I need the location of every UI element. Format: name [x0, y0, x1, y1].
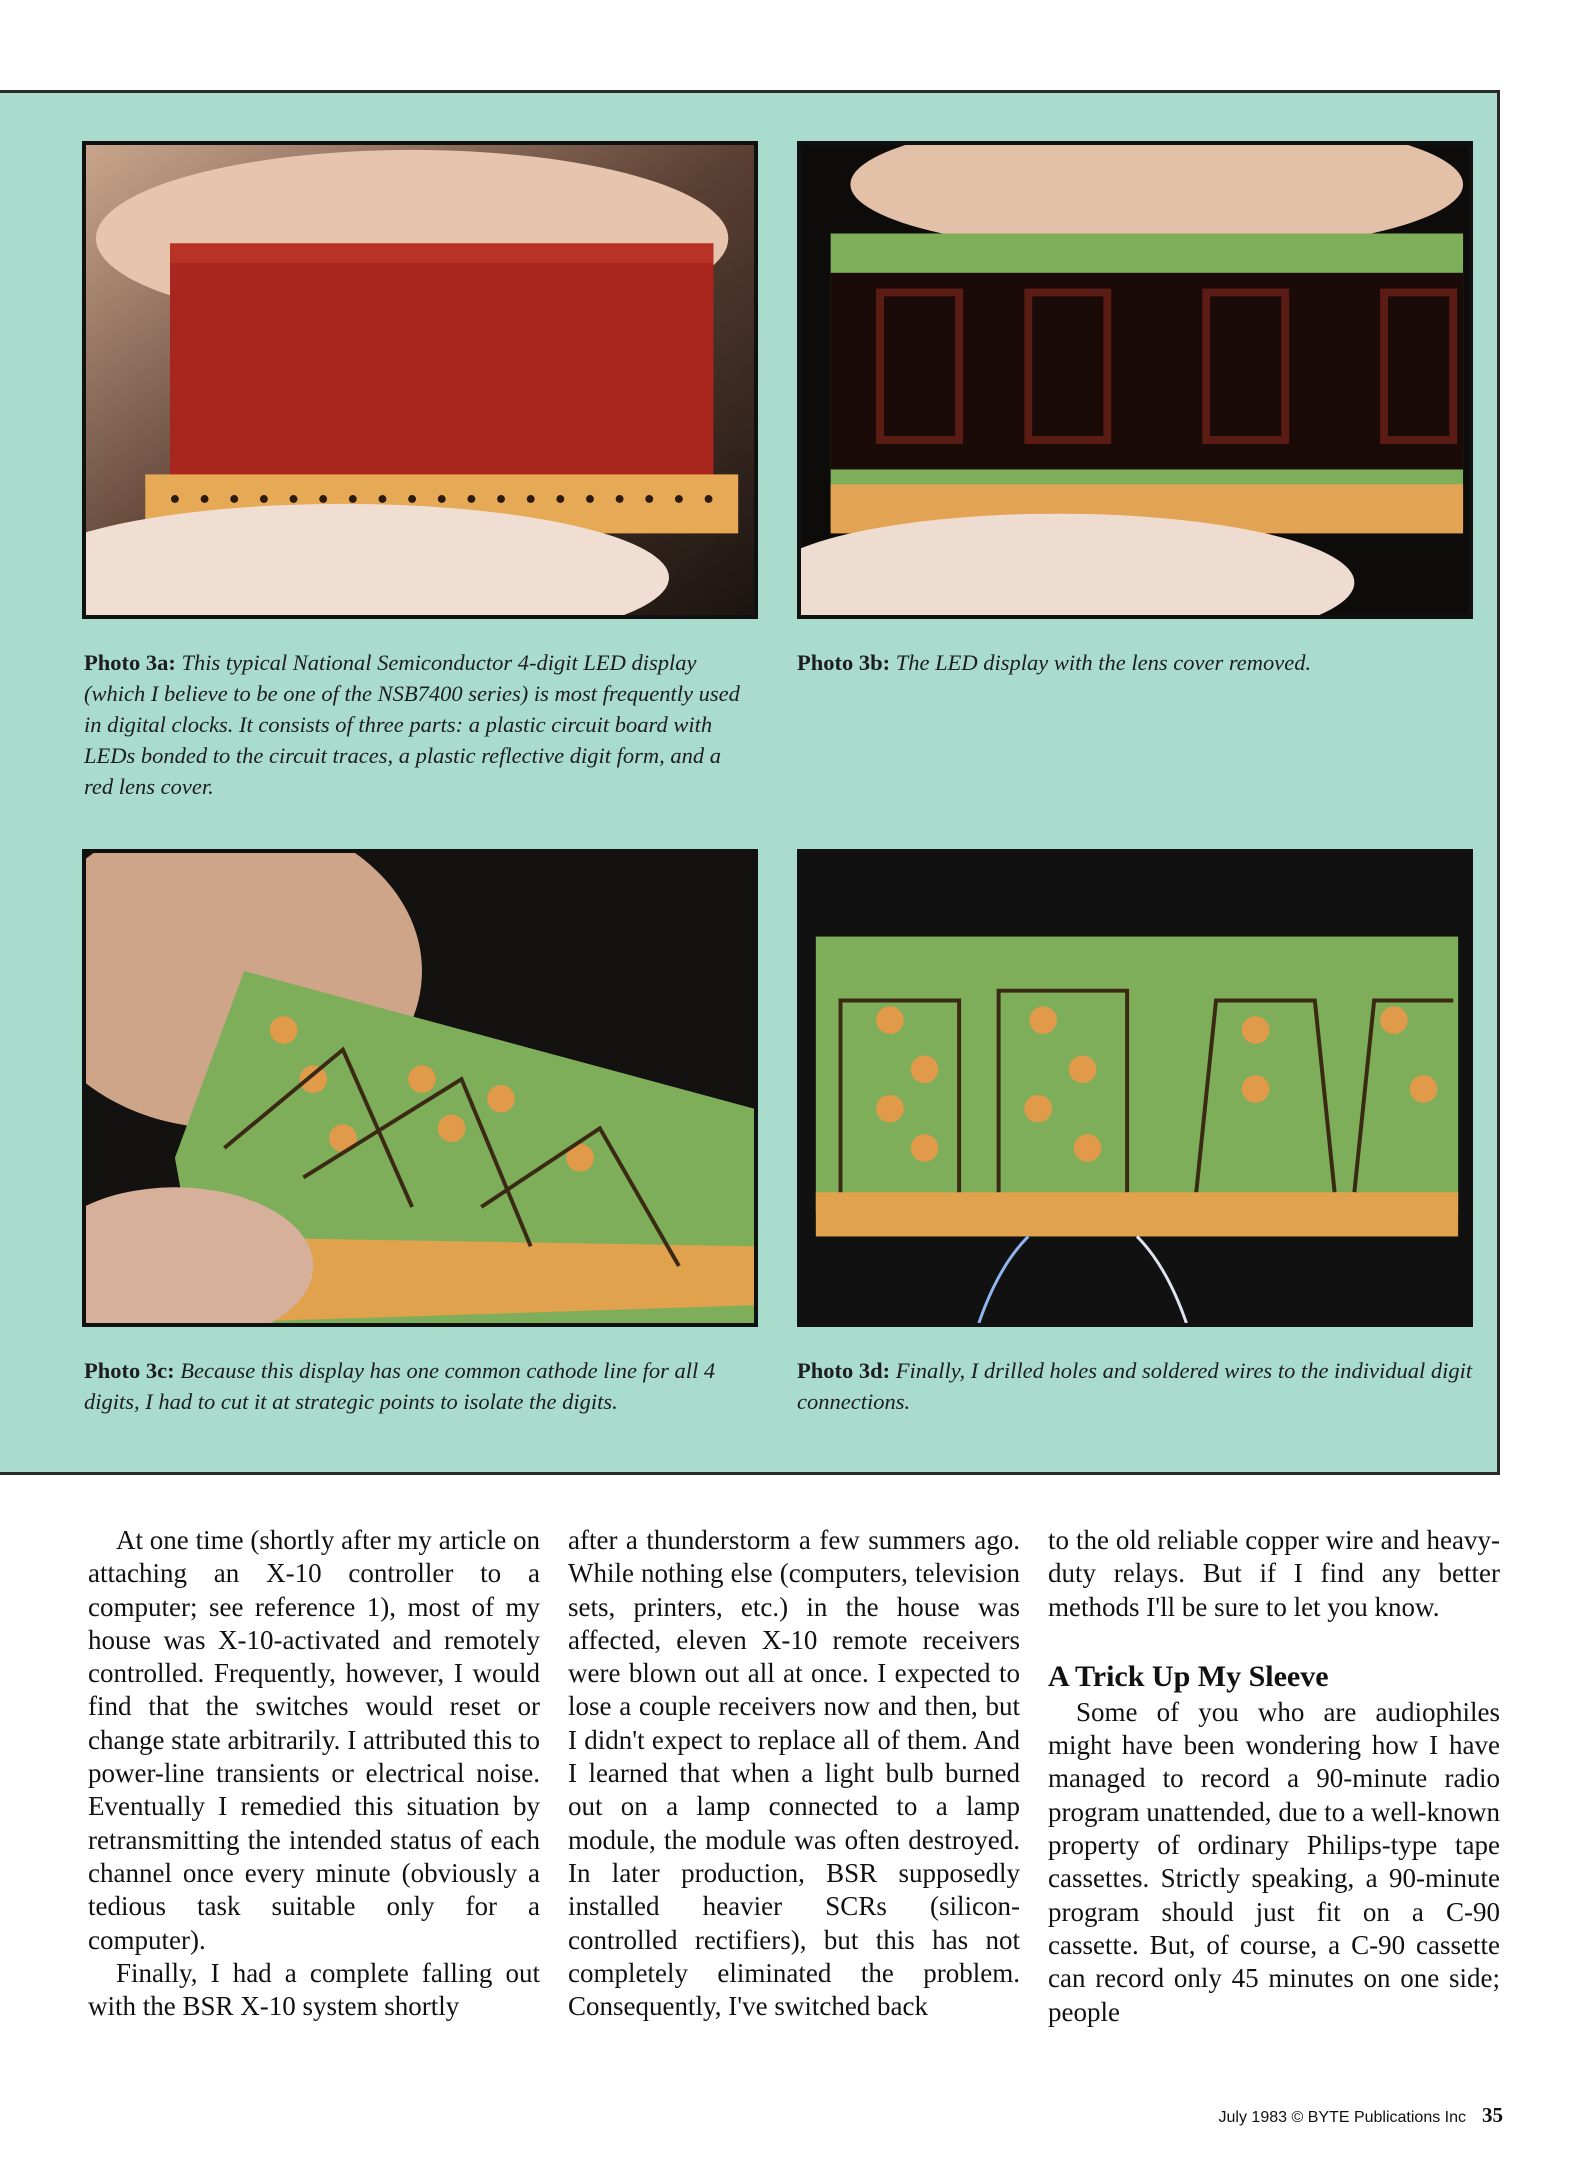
- page-number: 35: [1482, 2103, 1503, 2127]
- paragraph: Finally, I had a complete falling out with the BSR X-10 system shortly: [88, 1957, 540, 2022]
- photo-3c: [82, 849, 758, 1327]
- caption-photo-3a: [84, 647, 752, 802]
- caption-text: This typical National Semiconductor 4-digit LED display (which I believe to be one of the NSB7400 series) is most frequently used in digital clocks. It consists of three parts: a plastic circuit board with LEDs bonded to the circuit traces, a plastic reflective digit form, and a red lens cover.: [84, 650, 740, 799]
- caption-text: Because this display has one common cathode line for all 4 digits, I had to cut it at strategic points to isolate the digits.: [84, 1358, 716, 1414]
- paragraph: after a thunderstorm a few summers ago. While nothing else (computers, television sets, printers, etc.) in the house was affected, eleven X-10 remote receivers were blown out all at once. I expected to lose a couple receivers now and then, but I didn't expect to replace all of them. And I learned that when a light bulb burned out on a lamp connected to a lamp module, the module was often destroyed. In later production, BSR supposedly installed heavier SCRs (silicon-controlled rectifiers), but this has not completely eliminated the problem. Consequently, I've switched back: [568, 1525, 1020, 2022]
- photo-3d: [797, 849, 1473, 1327]
- photo-3a: [82, 141, 758, 619]
- caption-label: Photo 3c:: [84, 1358, 175, 1383]
- caption-photo-3c: [84, 1355, 752, 1417]
- article-column-2: [568, 1524, 1020, 2023]
- article-column-1: [88, 1524, 540, 2023]
- caption-photo-3d: [797, 1355, 1473, 1417]
- section-heading: A Trick Up My Sleeve: [1048, 1659, 1329, 1693]
- article-column-3: [1048, 1524, 1500, 2029]
- paragraph: Some of you who are audiophiles might have been wondering how I have managed to record a 90-minute radio program unattended, due to a well-known property of ordinary Philips-type tape cassettes. Strictly speaking, a 90-minute program should just fit on a C-90 cassette. But, of course, a C-90 cassette can record only 45 minutes on one side; people: [1048, 1696, 1500, 2027]
- caption-label: Photo 3d:: [797, 1358, 891, 1383]
- footer-text: July 1983 © BYTE Publications Inc: [1218, 2109, 1466, 2126]
- paragraph: At one time (shortly after my article on attaching an X-10 controller to a computer; see reference 1), most of my house was X-10-activated and remotely controlled. Frequently, however, I would find that the switches would reset or change state arbitrarily. I attributed this to power-line transients or electrical noise. Eventually I remedied this situation by retransmitting the intended status of each channel once every minute (obviously a tedious task suitable only for a computer).: [88, 1525, 540, 1955]
- photo-3b: [797, 141, 1473, 619]
- caption-text: Finally, I drilled holes and soldered wires to the individual digit connections.: [797, 1358, 1473, 1414]
- page-footer: [1219, 2103, 1503, 2128]
- caption-photo-3b: [797, 647, 1473, 678]
- caption-text: The LED display with the lens cover removed.: [895, 650, 1312, 675]
- paragraph: to the old reliable copper wire and heavy-duty relays. But if I find any better methods I'll be sure to let you know.: [1048, 1525, 1500, 1622]
- caption-label: Photo 3b:: [797, 650, 891, 675]
- caption-label: Photo 3a:: [84, 650, 176, 675]
